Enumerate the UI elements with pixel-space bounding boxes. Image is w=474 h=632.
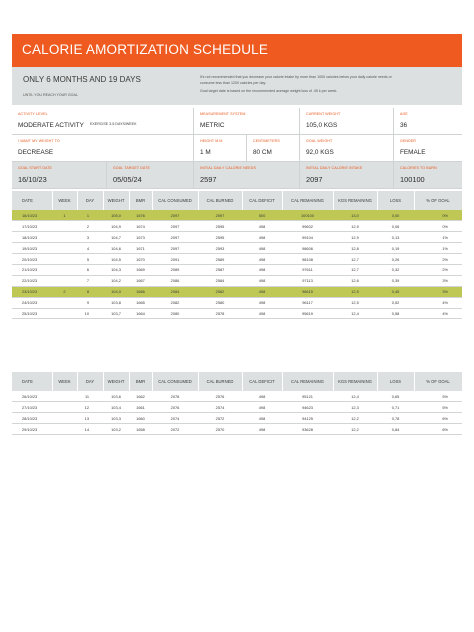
- cell-loss: 0,32: [377, 264, 414, 275]
- table-row: [12, 391, 462, 402]
- cell-kgs-remaining: 12,2: [333, 413, 377, 424]
- cell-cal-consumed: 2097: [152, 243, 198, 254]
- cell-day: 8: [77, 286, 103, 297]
- col-header-week: WEEK: [52, 372, 77, 391]
- cell-day: 4: [77, 243, 103, 254]
- cell-weight: 103,8: [103, 297, 129, 308]
- cell-kgs-remaining: 12,4: [333, 308, 377, 319]
- cell-kgs-remaining: 12,7: [333, 264, 377, 275]
- cell-cal-remaining: 98606: [282, 243, 333, 254]
- cell-date: 16/10/23: [12, 210, 52, 221]
- note-line-1: It's not recommended that you decrease your calorie intake by more than 1000 calories below your daily calorie needs or: [200, 75, 392, 79]
- cell-week: [52, 308, 77, 319]
- table-row: [12, 254, 462, 265]
- cell-cal-remaining: 96117: [282, 297, 333, 308]
- cell-cal-remaining: 96615: [282, 286, 333, 297]
- cell-kgs-remaining: 12,7: [333, 254, 377, 265]
- info-row-1: [12, 108, 462, 135]
- cell-loss: 0,39: [377, 275, 414, 286]
- table-row: [12, 286, 462, 297]
- cell-cal-deficit: 498: [242, 232, 282, 243]
- cell-loss: 0,65: [377, 391, 414, 402]
- cell-cal-deficit: 498: [242, 424, 282, 435]
- activity-value: MODERATE ACTIVITY: [18, 122, 84, 129]
- calorie-needs-value: 2597: [200, 175, 217, 184]
- cell-pct-of-goal: 3%: [414, 286, 462, 297]
- cell-week: [52, 275, 77, 286]
- summary-band: [12, 67, 462, 105]
- cell-weight: 104,7: [103, 232, 129, 243]
- table-row: [12, 221, 462, 232]
- target-date-cell: [106, 162, 193, 189]
- cell-cal-consumed: 2078: [152, 391, 198, 402]
- cell-loss: 0,26: [377, 254, 414, 265]
- cell-date: 19/10/23: [12, 243, 52, 254]
- cell-date: 24/10/23: [12, 297, 52, 308]
- cell-cal-remaining: 94623: [282, 402, 333, 413]
- cell-pct-of-goal: 0%: [414, 221, 462, 232]
- cell-cal-consumed: 2097: [152, 221, 198, 232]
- calories-to-burn-cell: [393, 162, 462, 189]
- cell-cal-burned: 2597: [198, 210, 242, 221]
- col-header-cal-consumed: CAL CONSUMED: [152, 191, 198, 210]
- cell-weight: 103,6: [103, 391, 129, 402]
- cell-day: 14: [77, 424, 103, 435]
- table-row: [12, 210, 462, 221]
- cell-pct-of-goal: 1%: [414, 243, 462, 254]
- cell-week: [52, 402, 77, 413]
- cell-bmr: 1665: [129, 297, 152, 308]
- table-row: [12, 243, 462, 254]
- cell-loss: 0,52: [377, 297, 414, 308]
- cell-weight: 104,3: [103, 264, 129, 275]
- cell-cal-deficit: 498: [242, 275, 282, 286]
- measurement-value: METRIC: [200, 122, 225, 129]
- table-row: [12, 264, 462, 275]
- cell-bmr: 1676: [129, 210, 152, 221]
- cell-pct-of-goal: 6%: [414, 413, 462, 424]
- start-date-label: GOAL START DATE: [18, 166, 53, 170]
- cell-pct-of-goal: 4%: [414, 297, 462, 308]
- info-row-3: [12, 162, 462, 189]
- cell-day: 2: [77, 221, 103, 232]
- cell-cal-deficit: 498: [242, 243, 282, 254]
- height-cm-label: CENTIMETERS: [253, 139, 280, 143]
- cell-bmr: 1674: [129, 221, 152, 232]
- table-row: [12, 413, 462, 424]
- cell-day: 9: [77, 297, 103, 308]
- gender-cell[interactable]: [393, 135, 462, 162]
- cell-pct-of-goal: 1%: [414, 232, 462, 243]
- activity-label: ACTIVITY LEVEL: [18, 112, 48, 116]
- cell-cal-deficit: 498: [242, 264, 282, 275]
- cell-weight: 103,2: [103, 424, 129, 435]
- col-header-cal-deficit: CAL DEFICIT: [242, 191, 282, 210]
- cell-date: 27/10/23: [12, 402, 52, 413]
- note-line-2: consume less than 1200 calories per day.: [200, 81, 267, 85]
- cell-loss: 0,84: [377, 424, 414, 435]
- cell-cal-remaining: 97113: [282, 275, 333, 286]
- cell-bmr: 1660: [129, 413, 152, 424]
- height-m-value: 1 M: [200, 149, 211, 156]
- activity-extra: EXERCISE 3-5 DAYS/WEEK: [90, 122, 137, 126]
- schedule-table-1: [12, 191, 463, 319]
- cell-bmr: 1661: [129, 402, 152, 413]
- cell-kgs-remaining: 12,8: [333, 243, 377, 254]
- cell-cal-burned: 2589: [198, 254, 242, 265]
- cell-cal-consumed: 2097: [152, 232, 198, 243]
- calorie-needs-label: INITIAL DAILY CALORIE NEEDS: [200, 166, 256, 170]
- col-header-loss: LOSS: [377, 191, 414, 210]
- cell-cal-deficit: 498: [242, 221, 282, 232]
- cell-bmr: 1671: [129, 243, 152, 254]
- info-row-2: [12, 135, 462, 162]
- cell-week: [52, 243, 77, 254]
- cell-cal-consumed: 2084: [152, 286, 198, 297]
- cell-day: 5: [77, 254, 103, 265]
- cell-bmr: 1658: [129, 424, 152, 435]
- cell-cal-consumed: 2074: [152, 413, 198, 424]
- cell-date: 22/10/23: [12, 275, 52, 286]
- cell-cal-burned: 2578: [198, 308, 242, 319]
- cell-loss: 0,58: [377, 308, 414, 319]
- cell-cal-deficit: 498: [242, 308, 282, 319]
- cell-weight: 103,3: [103, 413, 129, 424]
- cell-day: 13: [77, 413, 103, 424]
- cell-cal-consumed: 2072: [152, 424, 198, 435]
- cell-cal-consumed: 2080: [152, 308, 198, 319]
- cell-cal-burned: 2570: [198, 424, 242, 435]
- gender-label: GENDER: [400, 139, 416, 143]
- cell-bmr: 1669: [129, 264, 152, 275]
- cell-pct-of-goal: 4%: [414, 308, 462, 319]
- cell-cal-consumed: 2097: [152, 210, 198, 221]
- col-header-date: DATE: [12, 191, 52, 210]
- start-date-value: 16/10/23: [18, 175, 47, 184]
- cell-day: 1: [77, 210, 103, 221]
- duration-text: ONLY 6 MONTHS AND 19 DAYS: [23, 75, 141, 84]
- cell-day: 7: [77, 275, 103, 286]
- cell-cal-remaining: 98108: [282, 254, 333, 265]
- col-header-cal-remaining: CAL REMAINING: [282, 372, 333, 391]
- cell-loss: 0,00: [377, 210, 414, 221]
- cell-weight: 104,9: [103, 221, 129, 232]
- cell-cal-burned: 2595: [198, 232, 242, 243]
- current-weight-cell[interactable]: [299, 108, 393, 135]
- col-header-kgs-remaining: KGS REMAINING: [333, 372, 377, 391]
- cell-date: 21/10/23: [12, 264, 52, 275]
- page-title: CALORIE AMORTIZATION SCHEDULE: [22, 42, 269, 57]
- cell-cal-burned: 2584: [198, 275, 242, 286]
- note-line-3: Goal target date is based on the recommended average weight loss of .45 k per week.: [200, 89, 338, 93]
- cell-cal-deficit: 498: [242, 297, 282, 308]
- cell-cal-remaining: 97611: [282, 264, 333, 275]
- cell-cal-remaining: 94125: [282, 413, 333, 424]
- col-header-cal-burned: CAL BURNED: [198, 191, 242, 210]
- cell-pct-of-goal: 2%: [414, 254, 462, 265]
- table-row: [12, 297, 462, 308]
- cell-kgs-remaining: 12,9: [333, 221, 377, 232]
- age-label: AGE: [400, 112, 408, 116]
- cell-week: 2: [52, 286, 77, 297]
- cell-cal-burned: 2572: [198, 413, 242, 424]
- cell-pct-of-goal: 5%: [414, 402, 462, 413]
- cell-cal-consumed: 2086: [152, 275, 198, 286]
- cell-kgs-remaining: 12,5: [333, 286, 377, 297]
- cell-loss: 0,45: [377, 286, 414, 297]
- cell-date: 18/10/23: [12, 232, 52, 243]
- cell-cal-consumed: 2089: [152, 264, 198, 275]
- cell-bmr: 1670: [129, 254, 152, 265]
- measurement-label: MEASUREMENT SYSTEM: [200, 112, 246, 116]
- table-header: [12, 191, 462, 210]
- measurement-cell[interactable]: [193, 108, 299, 135]
- cell-bmr: 1666: [129, 286, 152, 297]
- age-cell[interactable]: [393, 108, 462, 135]
- col-header-cal-burned: CAL BURNED: [198, 372, 242, 391]
- cell-weight: 105,0: [103, 210, 129, 221]
- cell-cal-burned: 2576: [198, 391, 242, 402]
- cell-cal-remaining: 93628: [282, 424, 333, 435]
- cell-cal-remaining: 95619: [282, 308, 333, 319]
- cell-cal-consumed: 2082: [152, 297, 198, 308]
- height-m-cell[interactable]: [193, 135, 246, 162]
- cell-day: 12: [77, 402, 103, 413]
- cell-week: [52, 264, 77, 275]
- age-value: 36: [400, 122, 408, 129]
- calorie-intake-label: INITIAL DAILY CALORIE INTAKE: [306, 166, 363, 170]
- cell-loss: 0,78: [377, 413, 414, 424]
- table-row: [12, 424, 462, 435]
- calorie-intake-value: 2097: [306, 175, 323, 184]
- cell-pct-of-goal: 6%: [414, 424, 462, 435]
- calories-to-burn-label: CALORIES TO BURN: [400, 166, 437, 170]
- cell-week: [52, 254, 77, 265]
- col-header-cal-consumed: CAL CONSUMED: [152, 372, 198, 391]
- cell-cal-burned: 2574: [198, 402, 242, 413]
- cell-kgs-remaining: 12,5: [333, 297, 377, 308]
- want-label: I WANT MY WEIGHT TO: [18, 139, 60, 143]
- cell-loss: 0,13: [377, 232, 414, 243]
- cell-kgs-remaining: 12,4: [333, 391, 377, 402]
- calories-to-burn-value: 100100: [400, 175, 425, 184]
- cell-cal-burned: 2580: [198, 297, 242, 308]
- cell-cal-consumed: 2091: [152, 254, 198, 265]
- goal-weight-cell[interactable]: [299, 135, 393, 162]
- start-date-cell: [12, 162, 106, 189]
- calorie-needs-cell: [193, 162, 299, 189]
- col-header-cal-remaining: CAL REMAINING: [282, 191, 333, 210]
- cell-cal-consumed: 2076: [152, 402, 198, 413]
- cell-week: 1: [52, 210, 77, 221]
- col-header-weight: WEIGHT: [103, 372, 129, 391]
- want-cell[interactable]: [12, 135, 193, 162]
- cell-cal-burned: 2582: [198, 286, 242, 297]
- cell-kgs-remaining: 12,9: [333, 232, 377, 243]
- cell-date: 20/10/23: [12, 254, 52, 265]
- cell-cal-deficit: 498: [242, 402, 282, 413]
- cell-cal-remaining: 100100: [282, 210, 333, 221]
- cell-loss: 0,71: [377, 402, 414, 413]
- title-bar: [12, 34, 462, 67]
- cell-bmr: 1667: [129, 275, 152, 286]
- cell-kgs-remaining: 13,0: [333, 210, 377, 221]
- cell-day: 11: [77, 391, 103, 402]
- cell-cal-burned: 2593: [198, 243, 242, 254]
- cell-bmr: 1664: [129, 308, 152, 319]
- cell-kgs-remaining: 12,6: [333, 275, 377, 286]
- cell-date: 25/10/23: [12, 308, 52, 319]
- col-header-kgs-remaining: KGS REMAINING: [333, 191, 377, 210]
- cell-week: [52, 221, 77, 232]
- col-header-weight: WEIGHT: [103, 191, 129, 210]
- cell-week: [52, 391, 77, 402]
- cell-weight: 104,0: [103, 286, 129, 297]
- col-header-bmr: BMR: [129, 191, 152, 210]
- cell-day: 6: [77, 264, 103, 275]
- col-header-date: DATE: [12, 372, 52, 391]
- cell-day: 3: [77, 232, 103, 243]
- cell-weight: 104,2: [103, 275, 129, 286]
- cell-date: 26/10/23: [12, 391, 52, 402]
- col-header-loss: LOSS: [377, 372, 414, 391]
- cell-cal-remaining: 99602: [282, 221, 333, 232]
- cell-weight: 103,4: [103, 402, 129, 413]
- cell-pct-of-goal: 5%: [414, 391, 462, 402]
- cell-cal-deficit: 498: [242, 286, 282, 297]
- table-row: [12, 308, 462, 319]
- cell-pct-of-goal: 3%: [414, 275, 462, 286]
- cell-loss: 0,06: [377, 221, 414, 232]
- cell-kgs-remaining: 12,3: [333, 402, 377, 413]
- activity-cell[interactable]: [12, 108, 193, 135]
- cell-cal-burned: 2587: [198, 264, 242, 275]
- cell-date: 23/10/23: [12, 286, 52, 297]
- cell-kgs-remaining: 12,2: [333, 424, 377, 435]
- cell-date: 17/10/23: [12, 221, 52, 232]
- col-header-day: DAY: [77, 372, 103, 391]
- calorie-intake-cell: [299, 162, 393, 189]
- table-row: [12, 402, 462, 413]
- cell-cal-deficit: 500: [242, 210, 282, 221]
- col-header-cal-deficit: CAL DEFICIT: [242, 372, 282, 391]
- cell-weight: 104,6: [103, 243, 129, 254]
- col-header-pct-of-goal: % OF GOAL: [414, 191, 462, 210]
- cell-cal-remaining: 95121: [282, 391, 333, 402]
- cell-weight: 103,7: [103, 308, 129, 319]
- height-cm-cell[interactable]: [246, 135, 299, 162]
- col-header-week: WEEK: [52, 191, 77, 210]
- cell-bmr: 1662: [129, 391, 152, 402]
- cell-bmr: 1673: [129, 232, 152, 243]
- target-date-value: 05/05/24: [113, 175, 142, 184]
- col-header-bmr: BMR: [129, 372, 152, 391]
- cell-day: 10: [77, 308, 103, 319]
- cell-week: [52, 413, 77, 424]
- cell-pct-of-goal: 2%: [414, 264, 462, 275]
- cell-cal-deficit: 498: [242, 254, 282, 265]
- cell-cal-deficit: 498: [242, 413, 282, 424]
- current-weight-label: CURRENT WEIGHT: [306, 112, 341, 116]
- schedule-table-2: [12, 372, 463, 435]
- cell-weight: 104,5: [103, 254, 129, 265]
- cell-week: [52, 424, 77, 435]
- cell-cal-remaining: 99104: [282, 232, 333, 243]
- cell-week: [52, 297, 77, 308]
- table-header: [12, 372, 462, 391]
- cell-pct-of-goal: 0%: [414, 210, 462, 221]
- want-value: DECREASE: [18, 149, 54, 156]
- cell-week: [52, 232, 77, 243]
- height-m-label: HEIGHT M.M: [200, 139, 223, 143]
- height-cm-value: 80 CM: [253, 149, 272, 156]
- col-header-pct-of-goal: % OF GOAL: [414, 372, 462, 391]
- col-header-day: DAY: [77, 191, 103, 210]
- cell-cal-burned: 2595: [198, 221, 242, 232]
- goal-weight-value: 92,0 KGS: [306, 149, 334, 156]
- cell-date: 29/10/23: [12, 424, 52, 435]
- table-row: [12, 275, 462, 286]
- cell-cal-deficit: 498: [242, 391, 282, 402]
- cell-date: 28/10/23: [12, 413, 52, 424]
- target-date-label: GOAL TARGET DATE: [113, 166, 150, 170]
- gender-value: FEMALE: [400, 149, 426, 156]
- info-grid: [12, 108, 462, 189]
- goal-weight-label: GOAL WEIGHT: [306, 139, 333, 143]
- table-row: [12, 232, 462, 243]
- until-text: UNTIL YOU REACH YOUR GOAL: [23, 93, 78, 97]
- current-weight-value: 105,0 KGS: [306, 122, 338, 129]
- cell-loss: 0,19: [377, 243, 414, 254]
